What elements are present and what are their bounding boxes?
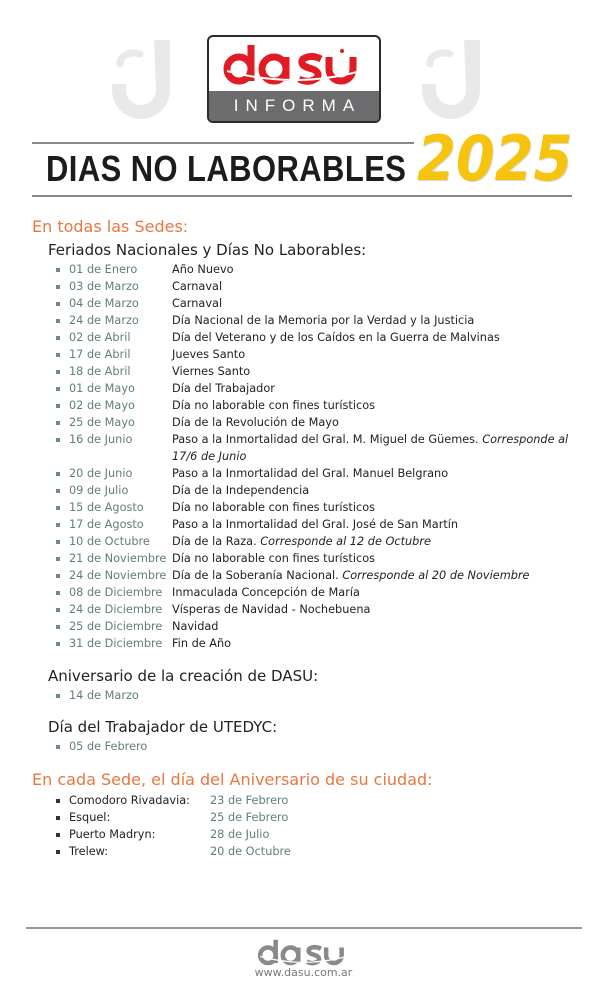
- section-title-all-sites: En todas las Sedes:: [32, 217, 189, 236]
- item-date: 14 de Marzo: [69, 689, 139, 702]
- dasu-logo-icon: [219, 41, 369, 87]
- holiday-item: [56, 618, 592, 635]
- bullet-icon: [56, 421, 60, 425]
- holiday-name: Paso a la Inmortalidad del Gral. M. Miguel de Güemes.: [172, 433, 483, 446]
- footer-rule: [26, 927, 582, 929]
- holiday-description: [172, 618, 592, 635]
- holiday-name: Fin de Año: [172, 637, 232, 650]
- holiday-item: [56, 397, 592, 414]
- bullet-icon: [56, 404, 60, 408]
- holiday-description: [172, 414, 592, 431]
- bullet-icon: [56, 694, 60, 698]
- holiday-date: 08 de Diciembre: [69, 586, 163, 599]
- dasu-anniversary-list: [56, 687, 172, 704]
- holiday-date: 02 de Abril: [69, 331, 131, 344]
- utedyc-heading: Día del Trabajador de UTEDYC:: [48, 718, 278, 736]
- holiday-description: [172, 516, 592, 533]
- holiday-item: [56, 499, 592, 516]
- holiday-date: 04 de Marzo: [69, 297, 139, 310]
- holiday-name: Jueves Santo: [172, 348, 246, 361]
- holiday-date: 25 de Diciembre: [69, 620, 163, 633]
- holiday-description: [172, 278, 592, 295]
- holiday-item: [56, 601, 592, 618]
- holiday-name: Día de la Soberanía Nacional.: [172, 569, 343, 582]
- city-name: Comodoro Rivadavia:: [69, 794, 190, 807]
- page-title: DIAS NO LABORABLES: [46, 148, 407, 189]
- section-title-each-site: En cada Sede, el día del Aniversario de su ciudad:: [32, 770, 433, 789]
- holiday-date: 03 de Marzo: [69, 280, 139, 293]
- holiday-item: [56, 584, 592, 601]
- holiday-item: [56, 567, 592, 584]
- holiday-name: Día no laborable con fines turísticos: [172, 501, 375, 514]
- holiday-description: [172, 261, 592, 278]
- holiday-item: [56, 261, 592, 278]
- footer-website-link[interactable]: www.dasu.com.ar: [254, 966, 353, 979]
- holiday-date: 15 de Agosto: [69, 501, 144, 514]
- holiday-name: Día no laborable con fines turísticos: [172, 552, 375, 565]
- city-item: [56, 826, 291, 843]
- holiday-name: Carnaval: [172, 297, 223, 310]
- holiday-item: [56, 533, 592, 550]
- city-anniversary-date: 25 de Febrero: [210, 811, 289, 824]
- holiday-description: [172, 550, 592, 567]
- utedyc-list: [56, 738, 172, 755]
- bullet-icon: [56, 608, 60, 612]
- holiday-name: Año Nuevo: [172, 263, 234, 276]
- holiday-description: [172, 482, 592, 499]
- city-anniversary-date: 23 de Febrero: [210, 794, 289, 807]
- holiday-date: 10 de Octubre: [69, 535, 150, 548]
- bullet-icon: [56, 489, 60, 493]
- bullet-icon: [56, 506, 60, 510]
- title-rule-bottom: [32, 195, 572, 197]
- dasu-logo: [209, 37, 379, 91]
- bullet-icon: [56, 816, 60, 820]
- holiday-date: 01 de Mayo: [69, 382, 135, 395]
- holiday-date: 02 de Mayo: [69, 399, 135, 412]
- holiday-name: Día de la Independencia: [172, 484, 310, 497]
- holiday-name: Día Nacional de la Memoria por la Verdad y la Justicia: [172, 314, 475, 327]
- holiday-item: [56, 431, 592, 465]
- holiday-note: Corresponde al 12 de Octubre: [260, 535, 431, 548]
- holiday-item: [56, 312, 592, 329]
- holiday-description: [172, 346, 592, 363]
- holiday-date: 01 de Enero: [69, 263, 138, 276]
- bullet-icon: [56, 353, 60, 357]
- holiday-item: [56, 329, 592, 346]
- footer-dasu-logo-icon: [255, 936, 352, 968]
- logo-tagline: INFORMA: [209, 91, 379, 121]
- bullet-icon: [56, 642, 60, 646]
- holiday-name: Día de la Revolución de Mayo: [172, 416, 339, 429]
- holiday-item: [56, 346, 592, 363]
- holiday-name: Paso a la Inmortalidad del Gral. José de San Martín: [172, 518, 459, 531]
- city-item: [56, 792, 291, 809]
- holiday-name: Día del Veterano y de los Caídos en la Guerra de Malvinas: [172, 331, 500, 344]
- holiday-item: [56, 635, 592, 652]
- dasu-anniversary-heading: Aniversario de la creación de DASU:: [48, 667, 319, 685]
- holiday-date: 25 de Mayo: [69, 416, 135, 429]
- holiday-item: [56, 482, 592, 499]
- holiday-date: 17 de Abril: [69, 348, 131, 361]
- holiday-date: 20 de Junio: [69, 467, 133, 480]
- holiday-description: [172, 397, 592, 414]
- holiday-note: Corresponde al 20 de Noviembre: [342, 569, 530, 582]
- holidays-heading: Feriados Nacionales y Días No Laborables:: [48, 241, 367, 259]
- city-anniversary-date: 28 de Julio: [210, 828, 270, 841]
- holiday-description: [172, 533, 592, 550]
- bullet-icon: [56, 302, 60, 306]
- holiday-item: [56, 414, 592, 431]
- holiday-name: Carnaval: [172, 280, 223, 293]
- holiday-name: Viernes Santo: [172, 365, 251, 378]
- holiday-description: [172, 380, 592, 397]
- dasu-informa-logo: [207, 35, 381, 123]
- holiday-date: 18 de Abril: [69, 365, 131, 378]
- holiday-description: [172, 635, 592, 652]
- city-name: Esquel:: [69, 811, 111, 824]
- holiday-description: [172, 584, 592, 601]
- holiday-description: [172, 312, 592, 329]
- holiday-item: [56, 278, 592, 295]
- bullet-icon: [56, 591, 60, 595]
- holiday-date: 24 de Diciembre: [69, 603, 163, 616]
- holiday-description: [172, 499, 592, 516]
- decorative-j-shape-right: [420, 40, 482, 122]
- city-item: [56, 843, 291, 860]
- bullet-icon: [56, 336, 60, 340]
- holiday-name: Paso a la Inmortalidad del Gral. Manuel Belgrano: [172, 467, 449, 480]
- city-name: Puerto Madryn:: [69, 828, 156, 841]
- bullet-icon: [56, 387, 60, 391]
- holiday-item: [56, 465, 592, 482]
- holiday-date: 21 de Noviembre: [69, 552, 167, 565]
- holiday-description: [172, 363, 592, 380]
- holiday-name: Inmaculada Concepción de María: [172, 586, 360, 599]
- holiday-description: [172, 567, 592, 584]
- bullet-icon: [56, 472, 60, 476]
- bullet-icon: [56, 557, 60, 561]
- holiday-date: 16 de Junio: [69, 433, 133, 446]
- page-year: 2025: [417, 122, 573, 195]
- bullet-icon: [56, 625, 60, 629]
- title-rule-top: [32, 142, 414, 144]
- city-anniversary-list: [56, 792, 291, 860]
- holiday-name: Vísperas de Navidad - Nochebuena: [172, 603, 371, 616]
- holiday-name: Día de la Raza.: [172, 535, 261, 548]
- bullet-icon: [56, 833, 60, 837]
- holiday-description: [172, 601, 592, 618]
- bullet-icon: [56, 540, 60, 544]
- bullet-icon: [56, 745, 60, 749]
- bullet-icon: [56, 438, 60, 442]
- list-item: [56, 687, 172, 704]
- city-anniversary-date: 20 de Octubre: [210, 845, 291, 858]
- holiday-date: 31 de Diciembre: [69, 637, 163, 650]
- holiday-item: [56, 295, 592, 312]
- holiday-date: 17 de Agosto: [69, 518, 144, 531]
- holiday-name: Día del Trabajador: [172, 382, 275, 395]
- holiday-description: [172, 329, 592, 346]
- holiday-item: [56, 516, 592, 533]
- holiday-list: [56, 261, 592, 652]
- holiday-note: Corresponde al 17/6 de Junio: [172, 433, 569, 463]
- bullet-icon: [56, 370, 60, 374]
- list-item: [56, 738, 172, 755]
- holiday-name: Día no laborable con fines turísticos: [172, 399, 375, 412]
- holiday-date: 24 de Noviembre: [69, 569, 167, 582]
- holiday-description: [172, 431, 592, 465]
- bullet-icon: [56, 285, 60, 289]
- holiday-description: [172, 295, 592, 312]
- bullet-icon: [56, 319, 60, 323]
- bullet-icon: [56, 799, 60, 803]
- holiday-name: Navidad: [172, 620, 219, 633]
- holiday-item: [56, 380, 592, 397]
- holiday-item: [56, 550, 592, 567]
- decorative-j-shape-left: [110, 40, 172, 122]
- holiday-description: [172, 465, 592, 482]
- holiday-date: 24 de Marzo: [69, 314, 139, 327]
- city-name: Trelew:: [69, 845, 109, 858]
- item-date: 05 de Febrero: [69, 740, 148, 753]
- holiday-date: 09 de Julio: [69, 484, 129, 497]
- holiday-item: [56, 363, 592, 380]
- bullet-icon: [56, 523, 60, 527]
- bullet-icon: [56, 850, 60, 854]
- bullet-icon: [56, 574, 60, 578]
- bullet-icon: [56, 268, 60, 272]
- city-item: [56, 809, 291, 826]
